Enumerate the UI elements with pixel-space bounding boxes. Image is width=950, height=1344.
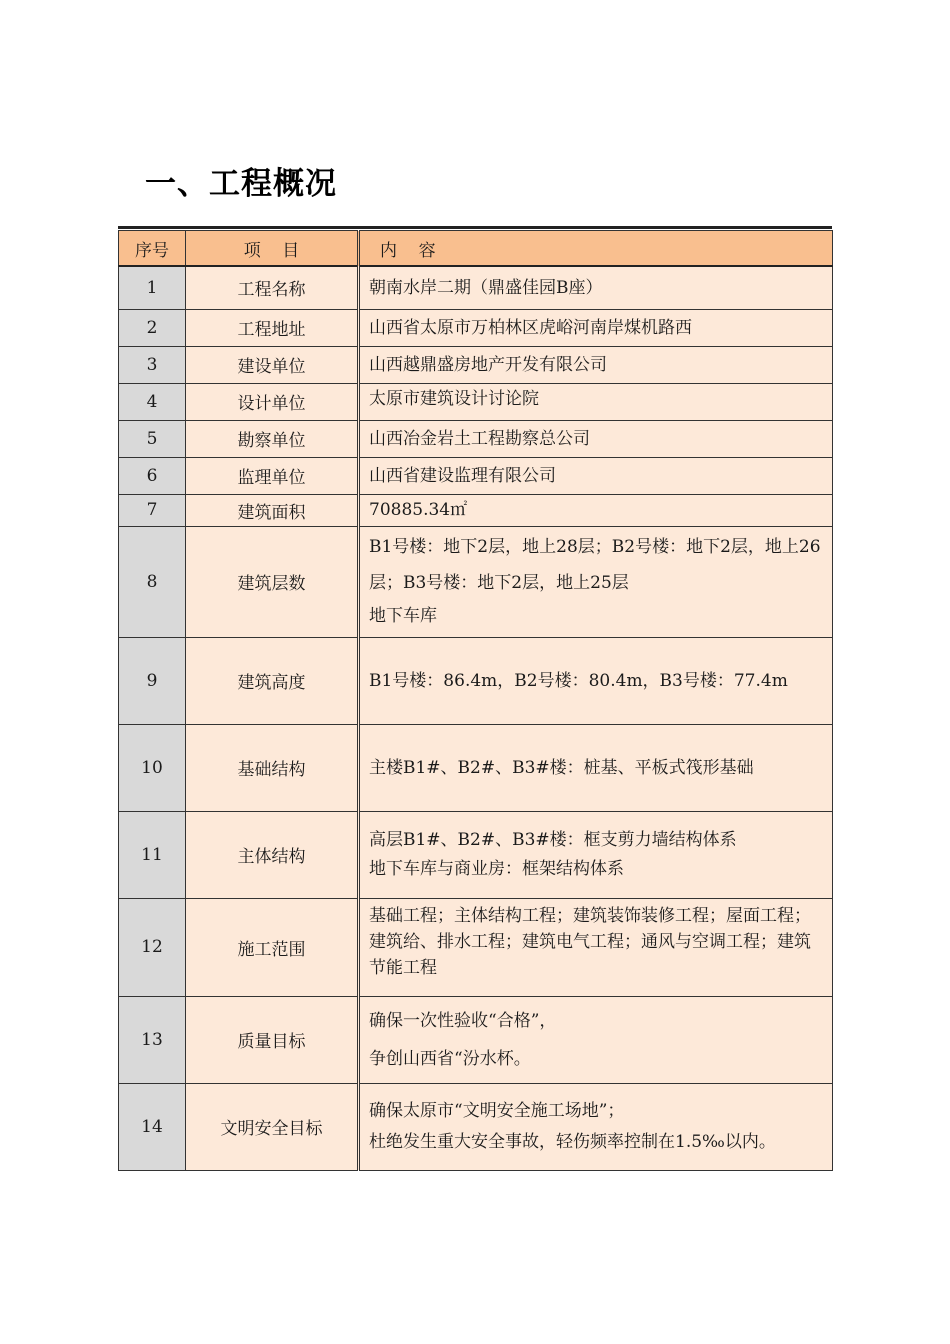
table-row [119, 383, 833, 420]
table-header-row [119, 231, 833, 267]
header-item: 项 目 [186, 231, 359, 267]
table-row [119, 526, 833, 637]
table-row [119, 898, 833, 996]
content-line: 杜绝发生重大安全事故，轻伤频率控制在1.5‰以内。 [369, 1131, 776, 1152]
row-number: 4 [119, 383, 186, 420]
content-line: 争创山西省“汾水杯。 [369, 1048, 531, 1069]
row-number: 8 [119, 526, 186, 637]
row-content [359, 266, 833, 309]
table-top-rule [118, 226, 832, 229]
content-line: 地下车库 [369, 605, 437, 626]
overview-table [118, 230, 833, 1171]
row-number: 9 [119, 637, 186, 724]
content-line: 地下车库与商业房：框架结构体系 [369, 858, 624, 879]
row-number: 11 [119, 811, 186, 898]
table-row [119, 996, 833, 1083]
row-item: 基础结构 [186, 724, 359, 811]
row-number: 6 [119, 457, 186, 494]
row-item: 建筑层数 [186, 526, 359, 637]
row-content [359, 724, 833, 811]
content-line: 山西省太原市万柏林区虎峪河南岸煤机路西 [369, 317, 692, 338]
table-row [119, 309, 833, 346]
row-content [359, 526, 833, 637]
row-content [359, 457, 833, 494]
content-line: 山西冶金岩土工程勘察总公司 [369, 428, 590, 449]
header-content: 内 容 [359, 231, 833, 267]
row-content [359, 346, 833, 383]
content-line: B1号楼：地下2层，地上28层；B2号楼：地下2层，地上26层；B3号楼：地下2层，地上25层 [369, 536, 821, 593]
row-number: 3 [119, 346, 186, 383]
row-content [359, 383, 833, 420]
content-line: 山西省建设监理有限公司 [369, 465, 556, 486]
table-row [119, 266, 833, 309]
content-line: 基础工程；主体结构工程；建筑装饰装修工程；屋面工程；建筑给、排水工程；建筑电气工程；通风与空调工程；建筑节能工程 [369, 905, 811, 978]
table-row [119, 457, 833, 494]
row-item: 施工范围 [186, 898, 359, 996]
row-item: 文明安全目标 [186, 1083, 359, 1170]
content-line: B1号楼：86.4m，B2号楼：80.4m，B3号楼：77.4m [369, 670, 788, 691]
row-item: 勘察单位 [186, 420, 359, 457]
row-content [359, 637, 833, 724]
content-line: 太原市建筑设计讨论院 [369, 388, 539, 409]
content-line: 主楼B1#、B2#、B3#楼：桩基、平板式筏形基础 [369, 757, 754, 778]
row-number: 2 [119, 309, 186, 346]
row-content [359, 494, 833, 526]
content-line: 高层B1#、B2#、B3#楼：框支剪力墙结构体系 [369, 829, 737, 850]
row-item: 建设单位 [186, 346, 359, 383]
row-item: 建筑面积 [186, 494, 359, 526]
row-content [359, 898, 833, 996]
row-number: 13 [119, 996, 186, 1083]
content-line: 70885.34㎡ [369, 500, 468, 520]
row-content [359, 309, 833, 346]
table-row [119, 637, 833, 724]
row-item: 工程名称 [186, 266, 359, 309]
row-content [359, 811, 833, 898]
content-line: 山西越鼎盛房地产开发有限公司 [369, 354, 607, 375]
row-content [359, 1083, 833, 1170]
table-row [119, 420, 833, 457]
row-number: 10 [119, 724, 186, 811]
row-item: 工程地址 [186, 309, 359, 346]
row-content [359, 420, 833, 457]
table-row [119, 811, 833, 898]
row-number: 7 [119, 494, 186, 526]
row-item: 质量目标 [186, 996, 359, 1083]
table-row [119, 1083, 833, 1170]
content-line: 朝南水岸二期（鼎盛佳园B座） [369, 277, 603, 298]
row-number: 1 [119, 266, 186, 309]
content-line: 确保一次性验收“合格”， [369, 1010, 557, 1031]
table-row [119, 494, 833, 526]
table-row [119, 346, 833, 383]
row-number: 12 [119, 898, 186, 996]
content-line: 确保太原市“文明安全施工场地”； [369, 1100, 625, 1121]
row-content [359, 996, 833, 1083]
header-seq: 序号 [119, 231, 186, 267]
row-item: 主体结构 [186, 811, 359, 898]
page-title: 一、工程概况 [145, 166, 337, 202]
row-number: 14 [119, 1083, 186, 1170]
row-item: 监理单位 [186, 457, 359, 494]
row-item: 设计单位 [186, 383, 359, 420]
row-number: 5 [119, 420, 186, 457]
table-row [119, 724, 833, 811]
row-item: 建筑高度 [186, 637, 359, 724]
